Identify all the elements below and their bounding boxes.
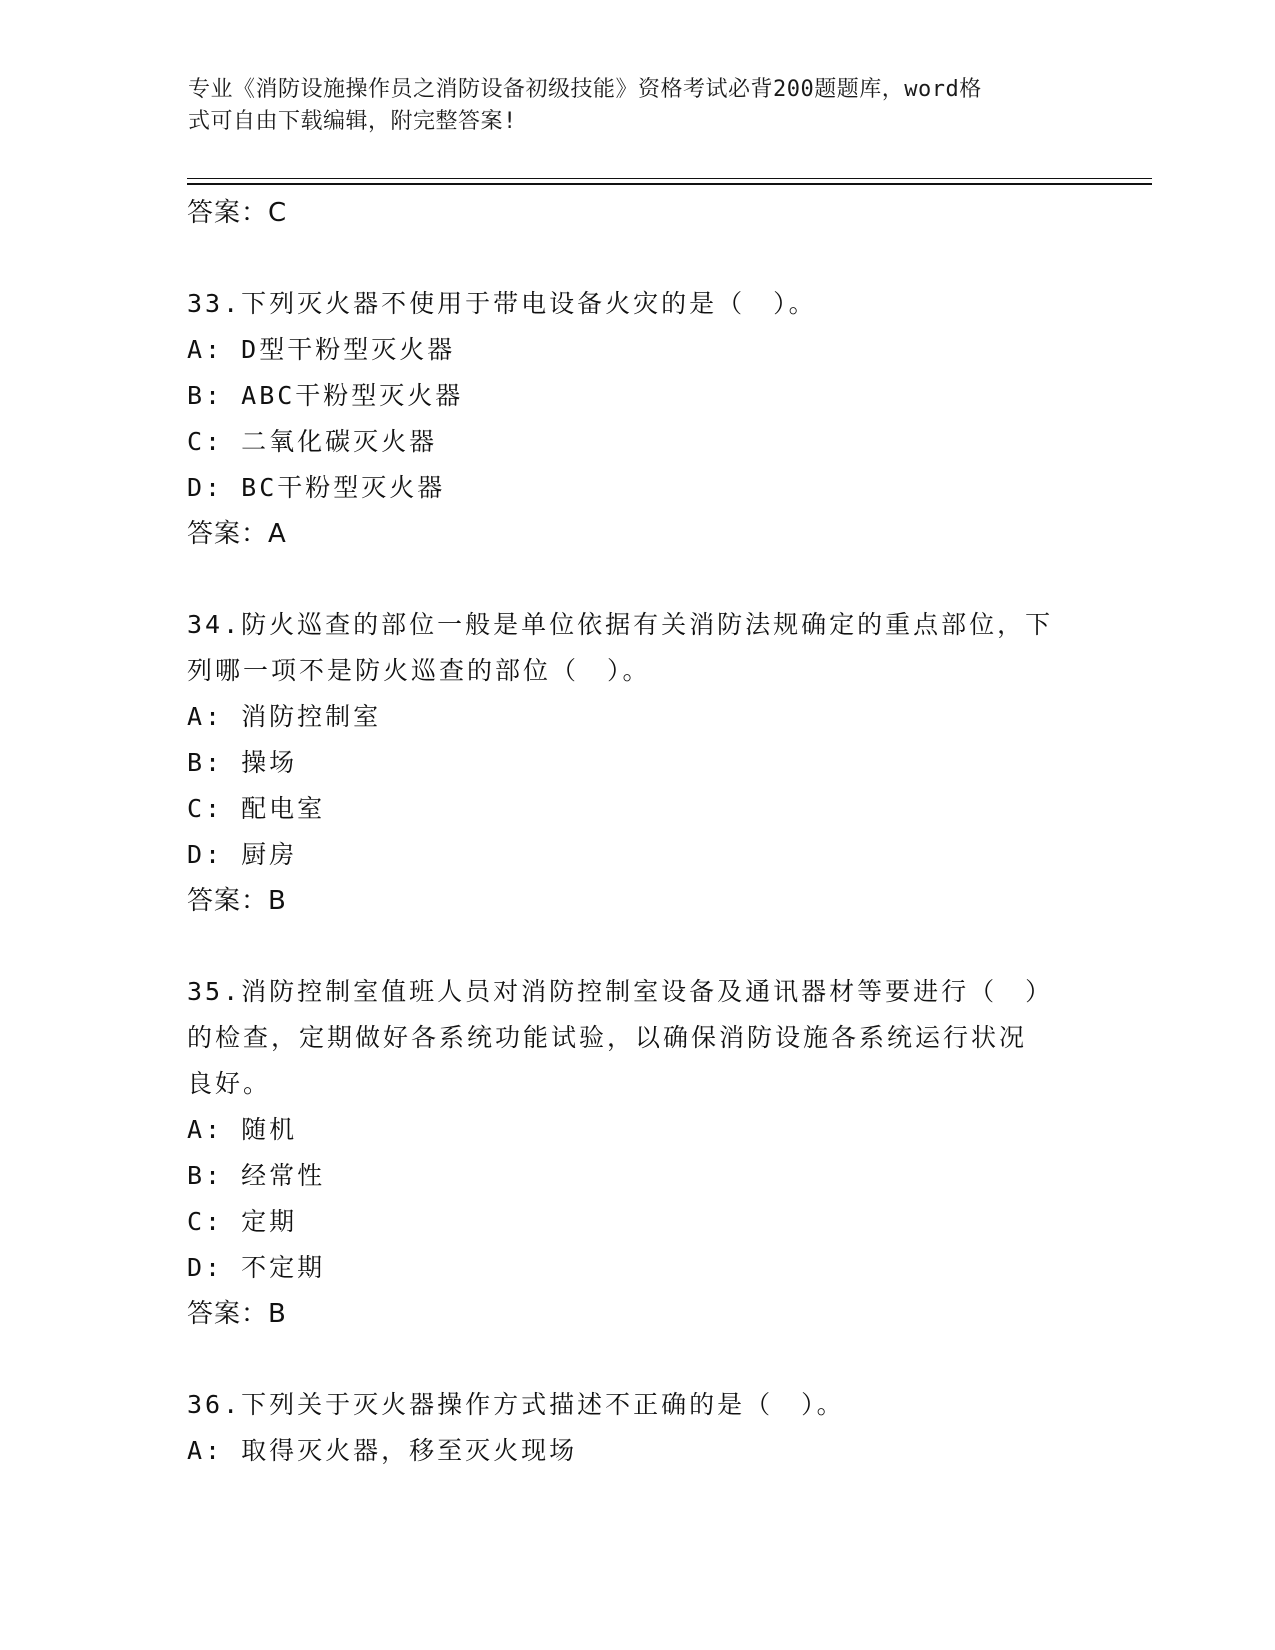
question-35: [187, 969, 1087, 1337]
question-35-text-line-2: 的检查，定期做好各系统功能试验，以确保消防设施各系统运行状况: [187, 1023, 1028, 1052]
question-34-answer: 答案：B: [187, 886, 287, 916]
header-line-2: 式可自由下载编辑，附完整答案!: [188, 109, 517, 134]
question-34-option-d: D: 厨房: [187, 840, 298, 869]
question-34-text-line-2: 列哪一项不是防火巡查的部位（ ）。: [187, 656, 651, 685]
question-34: [187, 602, 1087, 924]
question-34-option-c: C: 配电室: [187, 794, 326, 823]
question-33-answer: 答案：A: [187, 519, 287, 549]
spacer: [187, 924, 1087, 969]
question-33-text: 33.下列灭火器不使用于带电设备火灾的是（ ）。: [187, 289, 817, 318]
question-35-text-line-3: 良好。: [187, 1069, 272, 1098]
question-35-option-c: C: 定期: [187, 1207, 298, 1236]
header-divider-thick: [187, 183, 1152, 185]
document-header: [188, 74, 1068, 138]
spacer: [187, 236, 1087, 281]
question-36-text: 36.下列关于灭火器操作方式描述不正确的是（ ）。: [187, 1390, 845, 1419]
spacer: [187, 557, 1087, 602]
question-33: [187, 281, 1087, 557]
question-35-option-a: A: 随机: [187, 1115, 298, 1144]
question-36-option-a: A: 取得灭火器，移至灭火现场: [187, 1436, 578, 1465]
question-33-option-c: C: 二氧化碳灭火器: [187, 427, 438, 456]
question-34-text-line-1: 34.防火巡查的部位一般是单位依据有关消防法规确定的重点部位，下: [187, 610, 1054, 639]
header-line-1: 专业《消防设施操作员之消防设备初级技能》资格考试必背200题题库，word格: [188, 77, 982, 102]
question-36: [187, 1382, 1087, 1474]
question-34-option-b: B: 操场: [187, 748, 298, 777]
document-body: [187, 190, 1087, 1474]
header-divider-thin: [187, 178, 1152, 179]
question-33-option-b: B: ABC干粉型灭火器: [187, 381, 464, 410]
spacer: [187, 1337, 1087, 1382]
question-35-option-b: B: 经常性: [187, 1161, 326, 1190]
question-33-option-d: D: BC干粉型灭火器: [187, 473, 446, 502]
question-35-text-line-1: 35.消防控制室值班人员对消防控制室设备及通讯器材等要进行（ ）: [187, 977, 1054, 1006]
question-33-option-a: A: D型干粉型灭火器: [187, 335, 456, 364]
answer-previous: 答案：C: [187, 198, 288, 228]
question-35-option-d: D: 不定期: [187, 1253, 326, 1282]
question-35-answer: 答案：B: [187, 1299, 287, 1329]
question-34-option-a: A: 消防控制室: [187, 702, 382, 731]
